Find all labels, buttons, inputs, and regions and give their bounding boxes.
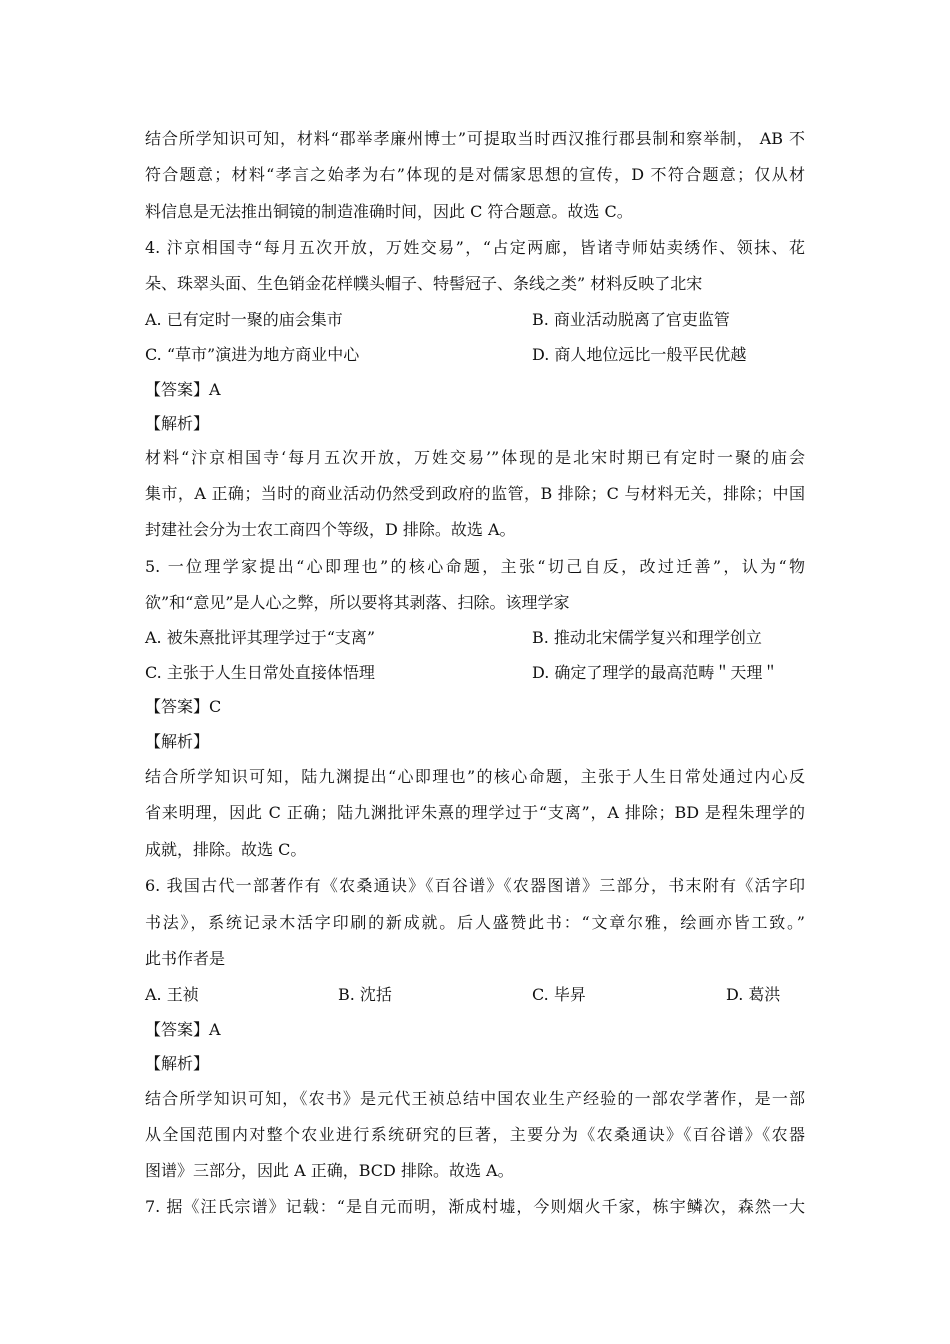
q4-analysis-label: 【解析】: [145, 414, 210, 433]
q6-answer: 【答案】A: [145, 1020, 221, 1039]
q4-explanation-line-3: 封建社会分为士农工商四个等级，D 排除。故选 A。: [145, 520, 516, 539]
q3-explanation-line-3: 料信息是无法推出铜镜的制造准确时间，因此 C 符合题意。故选 C。: [145, 202, 633, 221]
q5-stem-line-1: 5. 一位理学家提出“心即理也”的核心命题，主张“切己自反，改过迁善”，认为“物: [145, 557, 805, 576]
q6-option-a: A. 王祯: [145, 985, 199, 1004]
q3-explanation-line-2: 符合题意；材料“孝言之始孝为右”体现的是对儒家思想的宣传，D 不符合题意；仅从材: [145, 165, 805, 184]
q6-option-c: C. 毕昇: [532, 985, 586, 1004]
q5-option-b: B. 推动北宋儒学复兴和理学创立: [532, 628, 762, 647]
q5-option-a: A. 被朱熹批评其理学过于“支离”: [145, 628, 376, 647]
q4-answer: 【答案】A: [145, 380, 221, 399]
q6-explanation-line-2: 从全国范围内对整个农业进行系统研究的巨著，主要分为《农桑通诀》《百谷谱》《农器: [145, 1125, 805, 1144]
q4-option-b: B. 商业活动脱离了官吏监管: [532, 310, 730, 329]
q6-stem-line-2: 书法》，系统记录木活字印刷的新成就。后人盛赞此书：“文章尔雅，绘画亦皆工致。”: [145, 913, 805, 932]
q6-stem-line-3: 此书作者是: [145, 949, 226, 968]
q6-explanation-line-3: 图谱》三部分，因此 A 正确，BCD 排除。故选 A。: [145, 1161, 514, 1180]
q4-stem-line-1: 4. 汴京相国寺“每月五次开放，万姓交易”，“占定两廊，皆诸寺师姑卖绣作、领抹、花: [145, 238, 805, 257]
q7-stem-line-1: 7. 据《汪氏宗谱》记载：“是自元而明，渐成村墟，今则烟火千家，栋宇鳞次，森然一大: [145, 1197, 805, 1216]
q5-option-d: D. 确定了理学的最高范畴＂天理＂: [532, 663, 779, 682]
q5-analysis-label: 【解析】: [145, 732, 210, 751]
q4-option-d: D. 商人地位远比一般平民优越: [532, 345, 747, 364]
q6-analysis-label: 【解析】: [145, 1054, 210, 1073]
q6-option-b: B. 沈括: [338, 985, 392, 1004]
q6-stem-line-1: 6. 我国古代一部著作有《农桑通诀》《百谷谱》《农器图谱》三部分，书末附有《活字印: [145, 876, 805, 895]
q4-option-a: A. 已有定时一聚的庙会集市: [145, 310, 343, 329]
q4-stem-line-2: 朵、珠翠头面、生色销金花样幞头帽子、特髻冠子、条线之类” 材料反映了北宋: [145, 274, 703, 293]
q5-explanation-line-2: 省来明理，因此 C 正确；陆九渊批评朱熹的理学过于“支离”，A 排除；BD 是程朱理学的: [145, 803, 805, 822]
q5-option-c: C. 主张于人生日常处直接体悟理: [145, 663, 375, 682]
q4-option-c: C. “草市”演进为地方商业中心: [145, 345, 360, 364]
q3-explanation-line-1: 结合所学知识可知，材料“郡举孝廉州博士”可提取当时西汉推行郡县制和察举制， AB 不: [145, 129, 805, 148]
q5-explanation-line-3: 成就，排除。故选 C。: [145, 840, 307, 859]
q5-stem-line-2: 欲”和“意见”是人心之弊，所以要将其剥落、扫除。该理学家: [145, 593, 570, 612]
q5-explanation-line-1: 结合所学知识可知，陆九渊提出“心即理也”的核心命题，主张于人生日常处通过内心反: [145, 767, 805, 786]
q4-explanation-line-2: 集市，A 正确；当时的商业活动仍然受到政府的监管，B 排除；C 与材料无关，排除；中国: [145, 484, 805, 503]
q6-explanation-line-1: 结合所学知识可知，《农书》是元代王祯总结中国农业生产经验的一部农学著作，是一部: [145, 1089, 805, 1108]
q5-answer: 【答案】C: [145, 697, 222, 716]
q4-explanation-line-1: 材料“汴京相国寺‘每月五次开放，万姓交易’”体现的是北宋时期已有定时一聚的庙会: [145, 448, 805, 467]
q6-option-d: D. 葛洪: [726, 985, 781, 1004]
